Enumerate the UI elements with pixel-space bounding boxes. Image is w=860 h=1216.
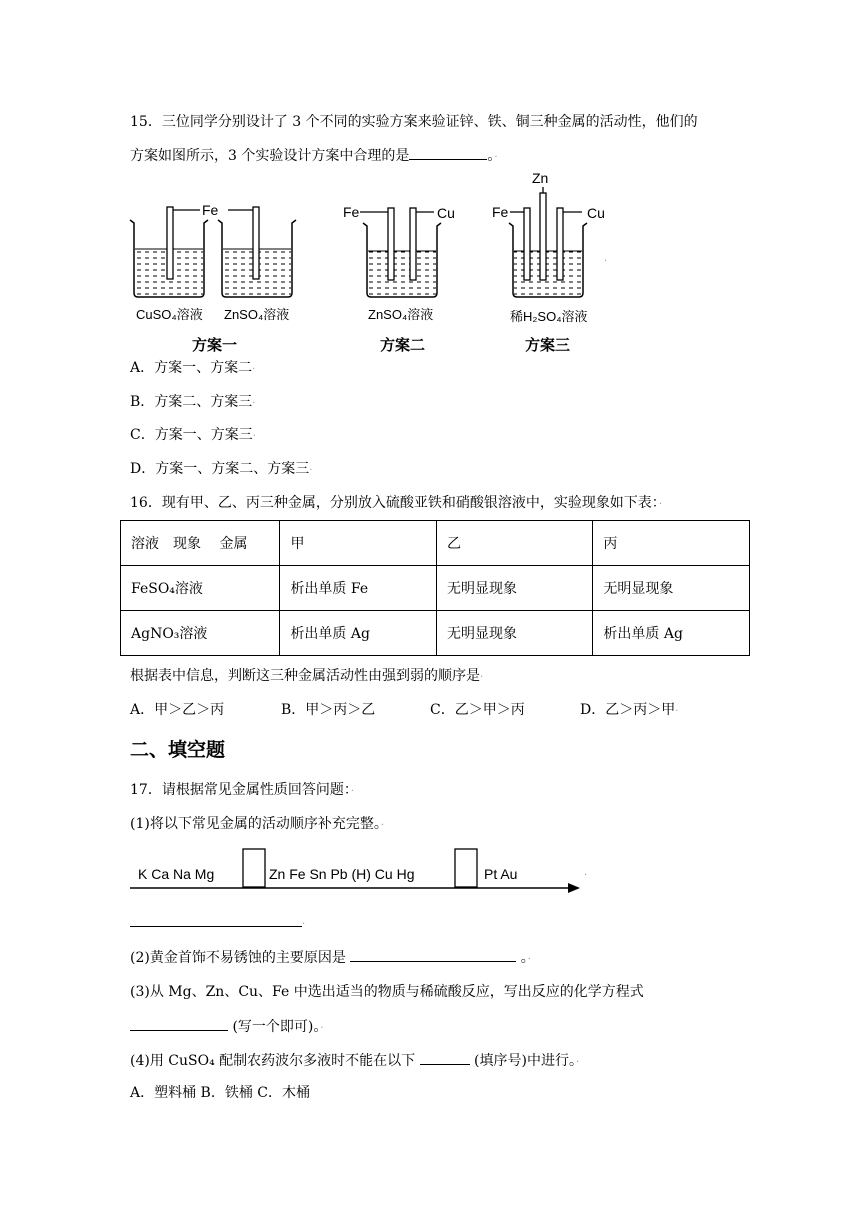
part2-answer-blank[interactable] bbox=[350, 947, 516, 962]
plan3-zn-label: Zn bbox=[532, 170, 549, 186]
q17-part3-line2: (写一个即可)。· bbox=[130, 1016, 324, 1039]
q15-option-a[interactable]: A．方案一、方案二· bbox=[130, 360, 256, 376]
q17-part2: (2)黄金首饰不易锈蚀的主要原因是 。· bbox=[130, 947, 531, 970]
table-cell: 无明显现象 bbox=[593, 566, 750, 611]
q17-part1-answer: · bbox=[130, 912, 305, 935]
plan1-fe-label: Fe bbox=[202, 202, 219, 218]
q15-option-b[interactable]: B．方案二、方案三· bbox=[130, 394, 256, 410]
q17-part4: (4)用 CuSO₄ 配制农药波尔多液时不能在以下 (填序号)中进行。· bbox=[130, 1050, 579, 1073]
q17-part3-line1: (3)从 Mg、Zn、Cu、Fe 中选出适当的物质与稀硫酸反应，写出反应的化学方程式 bbox=[130, 984, 644, 1000]
plan3-solution: 稀H₂SO₄溶液 bbox=[510, 309, 588, 324]
table-cell: FeSO₄溶液 bbox=[121, 566, 280, 611]
q15-line1-text: 15．三位同学分别设计了 3 个不同的实验方案来验证锌、铁、铜三种金属的活动性，他们的 bbox=[130, 114, 698, 130]
table-cell: 析出单质 Ag bbox=[593, 611, 750, 656]
table-cell: 无明显现象 bbox=[437, 566, 593, 611]
plan2-fe-label: Fe bbox=[343, 204, 360, 220]
q16-option-b[interactable]: B．甲＞丙＞乙 bbox=[281, 702, 376, 718]
series-left: K Ca Na Mg bbox=[138, 866, 215, 882]
table-header-cell: 丙 bbox=[593, 521, 750, 566]
table-header-cell: 甲 bbox=[280, 521, 437, 566]
part3-answer-blank[interactable] bbox=[130, 1016, 228, 1031]
series-mark-icon: · bbox=[584, 870, 588, 881]
q17-part1: (1)将以下常见金属的活动顺序补充完整。· bbox=[130, 816, 385, 832]
q16-option-d[interactable]: D．乙＞丙＞甲· bbox=[580, 702, 679, 718]
table-row bbox=[121, 566, 750, 611]
activity-blank-box-1[interactable] bbox=[243, 849, 265, 887]
table-header-row bbox=[121, 521, 750, 566]
table-cell: AgNO₃溶液 bbox=[121, 611, 280, 656]
q16-option-a[interactable]: A．甲＞乙＞丙 bbox=[130, 702, 225, 718]
plan3-beaker bbox=[509, 223, 587, 297]
plan1-solution1: CuSO₄溶液 bbox=[136, 307, 203, 322]
plan2-caption: 方案二 bbox=[380, 337, 426, 354]
q16-option-c[interactable]: C．乙＞甲＞丙 bbox=[430, 702, 525, 718]
table-row bbox=[121, 611, 750, 656]
table-cell: 析出单质 Fe bbox=[280, 566, 437, 611]
part1-answer-blank[interactable] bbox=[130, 912, 302, 927]
part4-answer-blank[interactable] bbox=[420, 1050, 470, 1065]
series-mid: Zn Fe Sn Pb (H) Cu Hg bbox=[269, 866, 415, 882]
q16-table bbox=[120, 520, 750, 656]
q15-option-c[interactable]: C．方案一、方案三· bbox=[130, 427, 256, 443]
q17-part4-options: A．塑料桶 B．铁桶 C．木桶 bbox=[130, 1085, 311, 1101]
plan2-beaker bbox=[363, 223, 441, 297]
plan3-fe-label: Fe bbox=[492, 204, 509, 220]
plan3-cu-label: Cu bbox=[587, 205, 605, 221]
plan1-caption: 方案一 bbox=[192, 337, 238, 354]
q15-line2-end: 。 bbox=[487, 148, 495, 164]
q16-stem: 16．现有甲、乙、丙三种金属，分别放入硫酸亚铁和硝酸银溶液中，实验现象如下表：· bbox=[130, 495, 662, 511]
section-title: 二、填空题 bbox=[130, 739, 226, 761]
q15-answer-blank[interactable] bbox=[409, 145, 487, 160]
table-cell: 析出单质 Ag bbox=[280, 611, 437, 656]
plan2-solution: ZnSO₄溶液 bbox=[368, 307, 434, 322]
figure-mark-icon: · bbox=[604, 256, 608, 267]
series-right: Pt Au bbox=[484, 866, 518, 882]
plan3-caption: 方案三 bbox=[525, 337, 571, 354]
q15-line1 bbox=[130, 112, 698, 132]
table-header-cell: 溶液 现象 金属 bbox=[121, 521, 280, 566]
table-header-cell: 乙 bbox=[437, 521, 593, 566]
q15-line2-text: 方案如图所示，3 个实验设计方案中合理的是 bbox=[130, 148, 410, 164]
activity-series-figure bbox=[128, 846, 588, 896]
activity-blank-box-2[interactable] bbox=[455, 849, 477, 887]
q16-followup: 根据表中信息，判断这三种金属活动性由强到弱的顺序是· bbox=[130, 668, 484, 684]
q17-stem: 17．请根据常见金属性质回答问题：· bbox=[130, 782, 355, 798]
plan2-cu-label: Cu bbox=[437, 205, 455, 221]
plan1-solution2: ZnSO₄溶液 bbox=[224, 307, 290, 322]
paragraph-mark-icon: · bbox=[494, 152, 498, 163]
q15-figure bbox=[120, 165, 620, 360]
q15-option-d[interactable]: D．方案一、方案二、方案三· bbox=[130, 461, 313, 477]
table-cell: 无明显现象 bbox=[437, 611, 593, 656]
